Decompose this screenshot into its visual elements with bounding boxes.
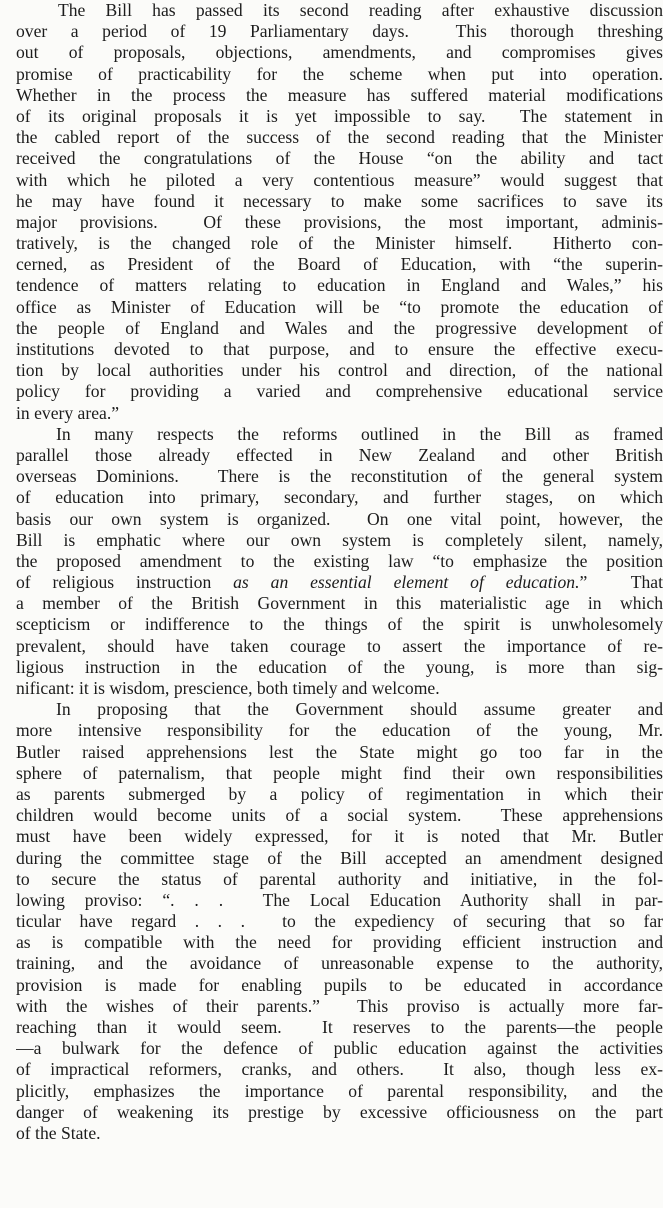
text-line: tion by local authorities under his control and direction, of the national [16, 360, 663, 381]
paragraph-2 [16, 424, 663, 699]
text-line: of education into primary, secondary, and further stages, on which [16, 487, 663, 508]
text-line: with the wishes of their parents.” This proviso is actually more far- [16, 995, 663, 1016]
text-line: major provisions. Of these provisions, the most important, adminis- [16, 211, 663, 232]
text-line: a member of the British Government in this materialistic age in which [16, 593, 663, 614]
text-line: to secure the status of parental authority and initiative, in the fol- [16, 868, 663, 889]
text-line: over a period of 19 Parliamentary days. This thorough threshing [16, 21, 663, 42]
text-line: ligious instruction in the education of the young, is more than sig- [16, 656, 663, 677]
text-line: parallel those already effected in New Zealand and other British [16, 444, 663, 465]
text-line: during the committee stage of the Bill accepted an amendment designed [16, 847, 663, 868]
text-line: must have been widely expressed, for it is noted that Mr. Butler [16, 826, 663, 847]
text-line: sphere of paternalism, that people might find their own responsibilities [16, 762, 663, 783]
emphasis-text: as an essential element of education. [233, 572, 580, 593]
text-line: Whether in the process the measure has suffered material modifications [16, 84, 663, 105]
text-line: In proposing that the Government should assume greater and [56, 699, 663, 720]
document-page [16, 0, 663, 1208]
text-line: danger of weakening its prestige by excessive officiousness on the part [16, 1101, 663, 1122]
text-line: the cabled report of the success of the second reading that the Minister [16, 127, 663, 148]
text-line: Bill is emphatic where our own system is completely silent, namely, [16, 529, 663, 550]
text-line: training, and the avoidance of unreasonable expense to the authority, [16, 953, 663, 974]
text-line: institutions devoted to that purpose, and to ensure the effective execu- [16, 339, 663, 359]
text-line: prevalent, should have taken courage to assert the importance of re- [16, 635, 663, 656]
text-line: of impractical reformers, cranks, and others. It also, though less ex- [16, 1059, 663, 1080]
text-line: In many respects the reforms outlined in the Bill as framed [56, 423, 663, 444]
text-line: provision is made for enabling pupils to be educated in accordance [16, 974, 663, 995]
text-fragment: of religious instruction [16, 572, 234, 593]
text-line: office as Minister of Education will be “to promote the education of [16, 296, 663, 317]
paragraph-3 [16, 699, 663, 1144]
text-line: of the State. [16, 1122, 101, 1143]
text-line: in every area.” [16, 402, 120, 423]
text-line: reaching than it would seem. It reserves to the parents—the people [16, 1017, 663, 1037]
text-line: more intensive responsibility for the education of the young, Mr. [16, 720, 663, 741]
text-line: children would become units of a social system. These apprehensions [16, 805, 663, 826]
text-line: tendence of matters relating to education in England and Wales,” his [16, 275, 663, 296]
text-line: he may have found it necessary to make some sacrifices to save its [16, 190, 663, 211]
text-line-with-emphasis [16, 572, 663, 593]
text-line: basis our own system is organized. On one vital point, however, the [16, 508, 663, 529]
text-line: tratively, is the changed role of the Minister himself. Hitherto con- [16, 233, 663, 254]
text-line: received the congratulations of the House “on the ability and tact [16, 148, 663, 169]
text-line: scepticism or indifference to the things of the spirit is unwholesomely [16, 614, 663, 635]
text-line: ticular have regard . . . to the expediency of securing that so far [16, 911, 663, 932]
text-line: cerned, as President of the Board of Education, with “the superin- [16, 254, 663, 275]
text-line: the people of England and Wales and the progressive development of [16, 317, 663, 338]
text-line: with which he piloted a very contentious measure” would suggest that [16, 169, 663, 190]
text-line: plicitly, emphasizes the importance of parental responsibility, and the [16, 1080, 663, 1101]
text-line: the proposed amendment to the existing law “to emphasize the position [16, 550, 663, 571]
text-line: The Bill has passed its second reading after exhaustive discussion [58, 0, 663, 20]
text-line: lowing proviso: “. . . The Local Education Authority shall in par- [16, 889, 663, 910]
text-line: out of proposals, objections, amendments, and compromises gives [16, 42, 663, 63]
text-line: —a bulwark for the defence of public education against the activities [16, 1038, 663, 1059]
text-line: Butler raised apprehensions lest the State might go too far in the [16, 741, 663, 762]
text-line: overseas Dominions. There is the reconstitution of the general system [16, 466, 663, 487]
text-line: nificant: it is wisdom, prescience, both timely and welcome. [16, 678, 440, 698]
text-line: policy for providing a varied and comprehensive educational service [16, 381, 663, 402]
text-line: as parents submerged by a policy of regimentation in which their [16, 783, 663, 804]
text-line: promise of practicability for the scheme when put into operation. [16, 63, 663, 84]
text-line: of its original proposals it is yet impossible to say. The statement in [16, 105, 663, 126]
text-line: as is compatible with the need for providing efficient instruction and [16, 932, 663, 953]
paragraph-1 [16, 0, 663, 424]
text-fragment: ” That [579, 572, 663, 593]
